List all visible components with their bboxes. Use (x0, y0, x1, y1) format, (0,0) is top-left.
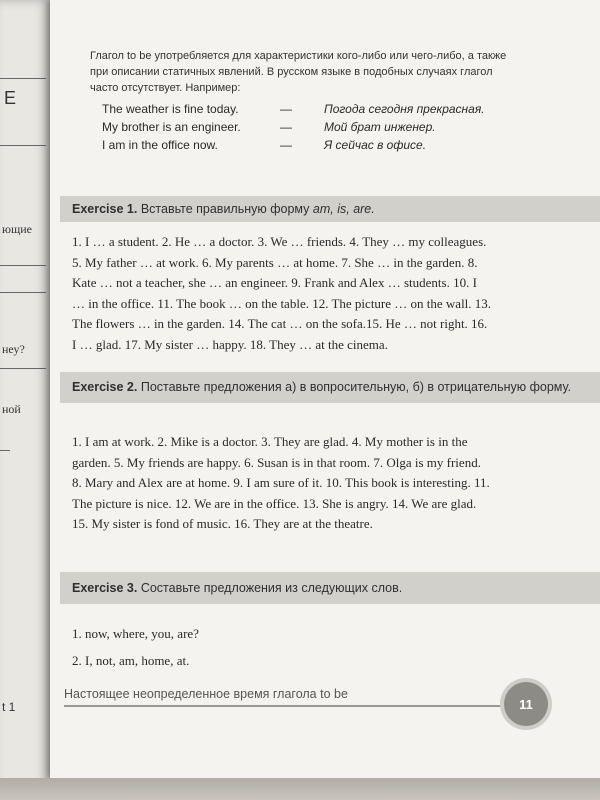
exercise-3-item: 1. now, where, you, are? (72, 626, 199, 641)
left-page-fragment: E (4, 88, 17, 108)
exercise-2-label: Exercise 2. (72, 380, 138, 394)
page-number-badge (504, 682, 548, 726)
exercise-3-body (72, 620, 492, 674)
example-row (102, 118, 522, 136)
intro-paragraph: Глагол to be употребляется для характеристики кого-либо или чего-либо, а также при описании статичных явлений. В русском языке в подобных случаях глагол часто отсутствует. Например: (90, 50, 507, 94)
example-english: I am in the office now. (102, 138, 218, 152)
exercise-2-body: 1. I am at work. 2. Mike is a doctor. 3. They are glad. 4. My mother is in the garden. 5. My friends are happy. 6. Susan is in that room. 7. Olga is my friend. 8. Mary and Alex are at home. 9. I am sure of it. 10. This book is interesting. 11. The picture is nice. 12. We are in the office. 13. She is angry. 14. We are glad. 15. My sister is fond of music. 16. They are at the theatre. (72, 434, 490, 531)
exercise-3-label: Exercise 3. (72, 581, 138, 595)
left-page-rule (0, 368, 46, 369)
example-row (102, 136, 522, 154)
left-page-rule (0, 78, 46, 79)
example-russian: Я сейчас в офисе. (324, 138, 427, 152)
exercise-1-header (60, 196, 600, 222)
left-page-rule (0, 450, 10, 451)
left-page-rule (0, 265, 46, 266)
exercise-1-label: Exercise 1. (72, 202, 138, 216)
page-number: 11 (519, 696, 533, 712)
chapter-title: Настоящее неопределенное время глагола to be (64, 687, 348, 701)
textbook-page (50, 0, 600, 778)
left-page-rule (0, 145, 46, 146)
exercise-3-item: 2. I, not, am, home, at. (72, 653, 190, 668)
example-russian: Погода сегодня прекрасная. (324, 102, 485, 116)
exercise-3-instruction: Составьте предложения из следующих слов. (140, 581, 403, 595)
exercise-1-body: 1. I … a student. 2. He … a doctor. 3. We … friends. 4. They … my colleagues. 5. My father … at work. 6. My parents … at home. 7. She … in the garden. 8. Kate … not a teacher, she … an engineer. 9. Frank and Alex … students. 10. I … in the office. 11. The book … on the table. 12. The picture … on the wall. 13. The flowers … in the garden. 14. The cat … on the sofa.15. He … not right. 16. I … glad. 17. My sister … happy. 18. They … at the cinema. (72, 234, 492, 352)
left-page-rule (0, 292, 46, 293)
table-surface (0, 778, 600, 800)
example-dash: — (280, 102, 292, 116)
exercise-2-instruction: Поставьте предложения а) в вопросительную, б) в отрицательную форму. (140, 380, 571, 394)
example-dash: — (280, 138, 292, 152)
exercise-2-header (60, 372, 600, 403)
exercise-3-header (60, 572, 600, 604)
left-page-fragment: ющие (2, 222, 32, 236)
left-page-fragment: t 1 (2, 700, 16, 714)
exercise-1-forms: am, is, are. (312, 202, 375, 216)
left-page-fragment: неу? (2, 342, 25, 356)
example-russian: Мой брат инженер. (324, 120, 436, 134)
example-row (102, 100, 522, 118)
example-english: The weather is fine today. (102, 102, 239, 116)
example-dash: — (280, 120, 292, 134)
footer-rule (64, 705, 504, 707)
example-english: My brother is an engineer. (102, 120, 241, 134)
exercise-1-instruction: Вставьте правильную форму (140, 202, 310, 216)
left-page (0, 0, 50, 800)
example-list (102, 100, 522, 154)
left-page-fragment: ной (2, 402, 21, 416)
